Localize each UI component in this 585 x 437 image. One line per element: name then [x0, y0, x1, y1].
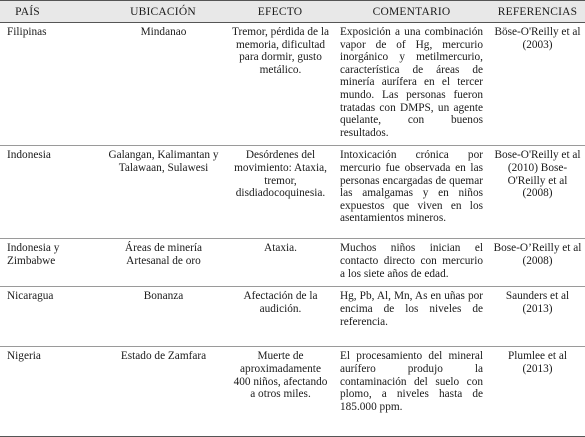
table-row	[0, 146, 585, 239]
cell-ubicacion: Galangan, Kalimantan y Talawaan, Sulawesi	[99, 146, 227, 239]
cell-ubicacion: Áreas de minería Artesanal de oro	[99, 239, 227, 287]
cell-comentario: Hg, Pb, Al, Mn, As en uñas por encima de los niveles de referencia.	[333, 287, 490, 347]
cell-referencias: Plumlee et al (2013)	[490, 347, 585, 437]
cell-pais: Nicaragua	[0, 287, 99, 347]
cell-ubicacion: Bonanza	[99, 287, 227, 347]
cell-comentario: Exposición a una combinación vapor de of Hg, mercurio inorgánico y metilmercurio, característica de áreas de minería aurífera en el tercer mundo. Las personas fueron tratadas con DMPS, un agente quelante, con buenos resultados.	[333, 23, 490, 146]
cell-efecto: Afectación de la audición.	[227, 287, 333, 347]
header-efecto: EFECTO	[227, 1, 333, 23]
cell-efecto: Ataxia.	[227, 239, 333, 287]
header-comentario: COMENTARIO	[333, 1, 490, 23]
cell-efecto: Tremor, pérdida de la memoria, dificultad para dormir, gusto metálico.	[227, 23, 333, 146]
cell-ubicacion: Estado de Zamfara	[99, 347, 227, 437]
cell-efecto: Desórdenes del movimiento: Ataxia, tremor, disdiadocoquinesia.	[227, 146, 333, 239]
cell-pais: Indonesia y Zimbabwe	[0, 239, 99, 287]
cell-comentario: El procesamiento del mineral aurífero produjo la contaminación del suelo con plomo, a niveles hasta de 185.000 ppm.	[333, 347, 490, 437]
header-row	[0, 1, 585, 23]
cell-efecto: Muerte de aproximadamente 400 niños, afectando a otros miles.	[227, 347, 333, 437]
cell-referencias: Saunders et al (2013)	[490, 287, 585, 347]
table-row	[0, 23, 585, 146]
cell-referencias: Bose-O'Reilly et al (2010) Bose-O'Reilly et al (2008)	[490, 146, 585, 239]
cell-comentario: Intoxicación crónica por mercurio fue observada en las personas encargadas de quemar las amalgamas y en niños expuestos que viven en los asentamientos mineros.	[333, 146, 490, 239]
cell-referencias: Bose-O’Reilly et al (2008)	[490, 239, 585, 287]
cell-referencias: Böse-O'Reilly et al (2003)	[490, 23, 585, 146]
cell-comentario: Muchos niños inician el contacto directo con mercurio a los siete años de edad.	[333, 239, 490, 287]
table-row	[0, 347, 585, 437]
table-body	[0, 23, 585, 437]
cell-ubicacion: Mindanao	[99, 23, 227, 146]
cell-pais: Indonesia	[0, 146, 99, 239]
cell-pais: Nigeria	[0, 347, 99, 437]
table-row	[0, 239, 585, 287]
table-header	[0, 1, 585, 23]
table-row	[0, 287, 585, 347]
header-referencias: REFERENCIAS	[490, 1, 585, 23]
header-ubicacion: UBICACIÓN	[99, 1, 227, 23]
header-pais: PAÍS	[0, 1, 99, 23]
cell-pais: Filipinas	[0, 23, 99, 146]
